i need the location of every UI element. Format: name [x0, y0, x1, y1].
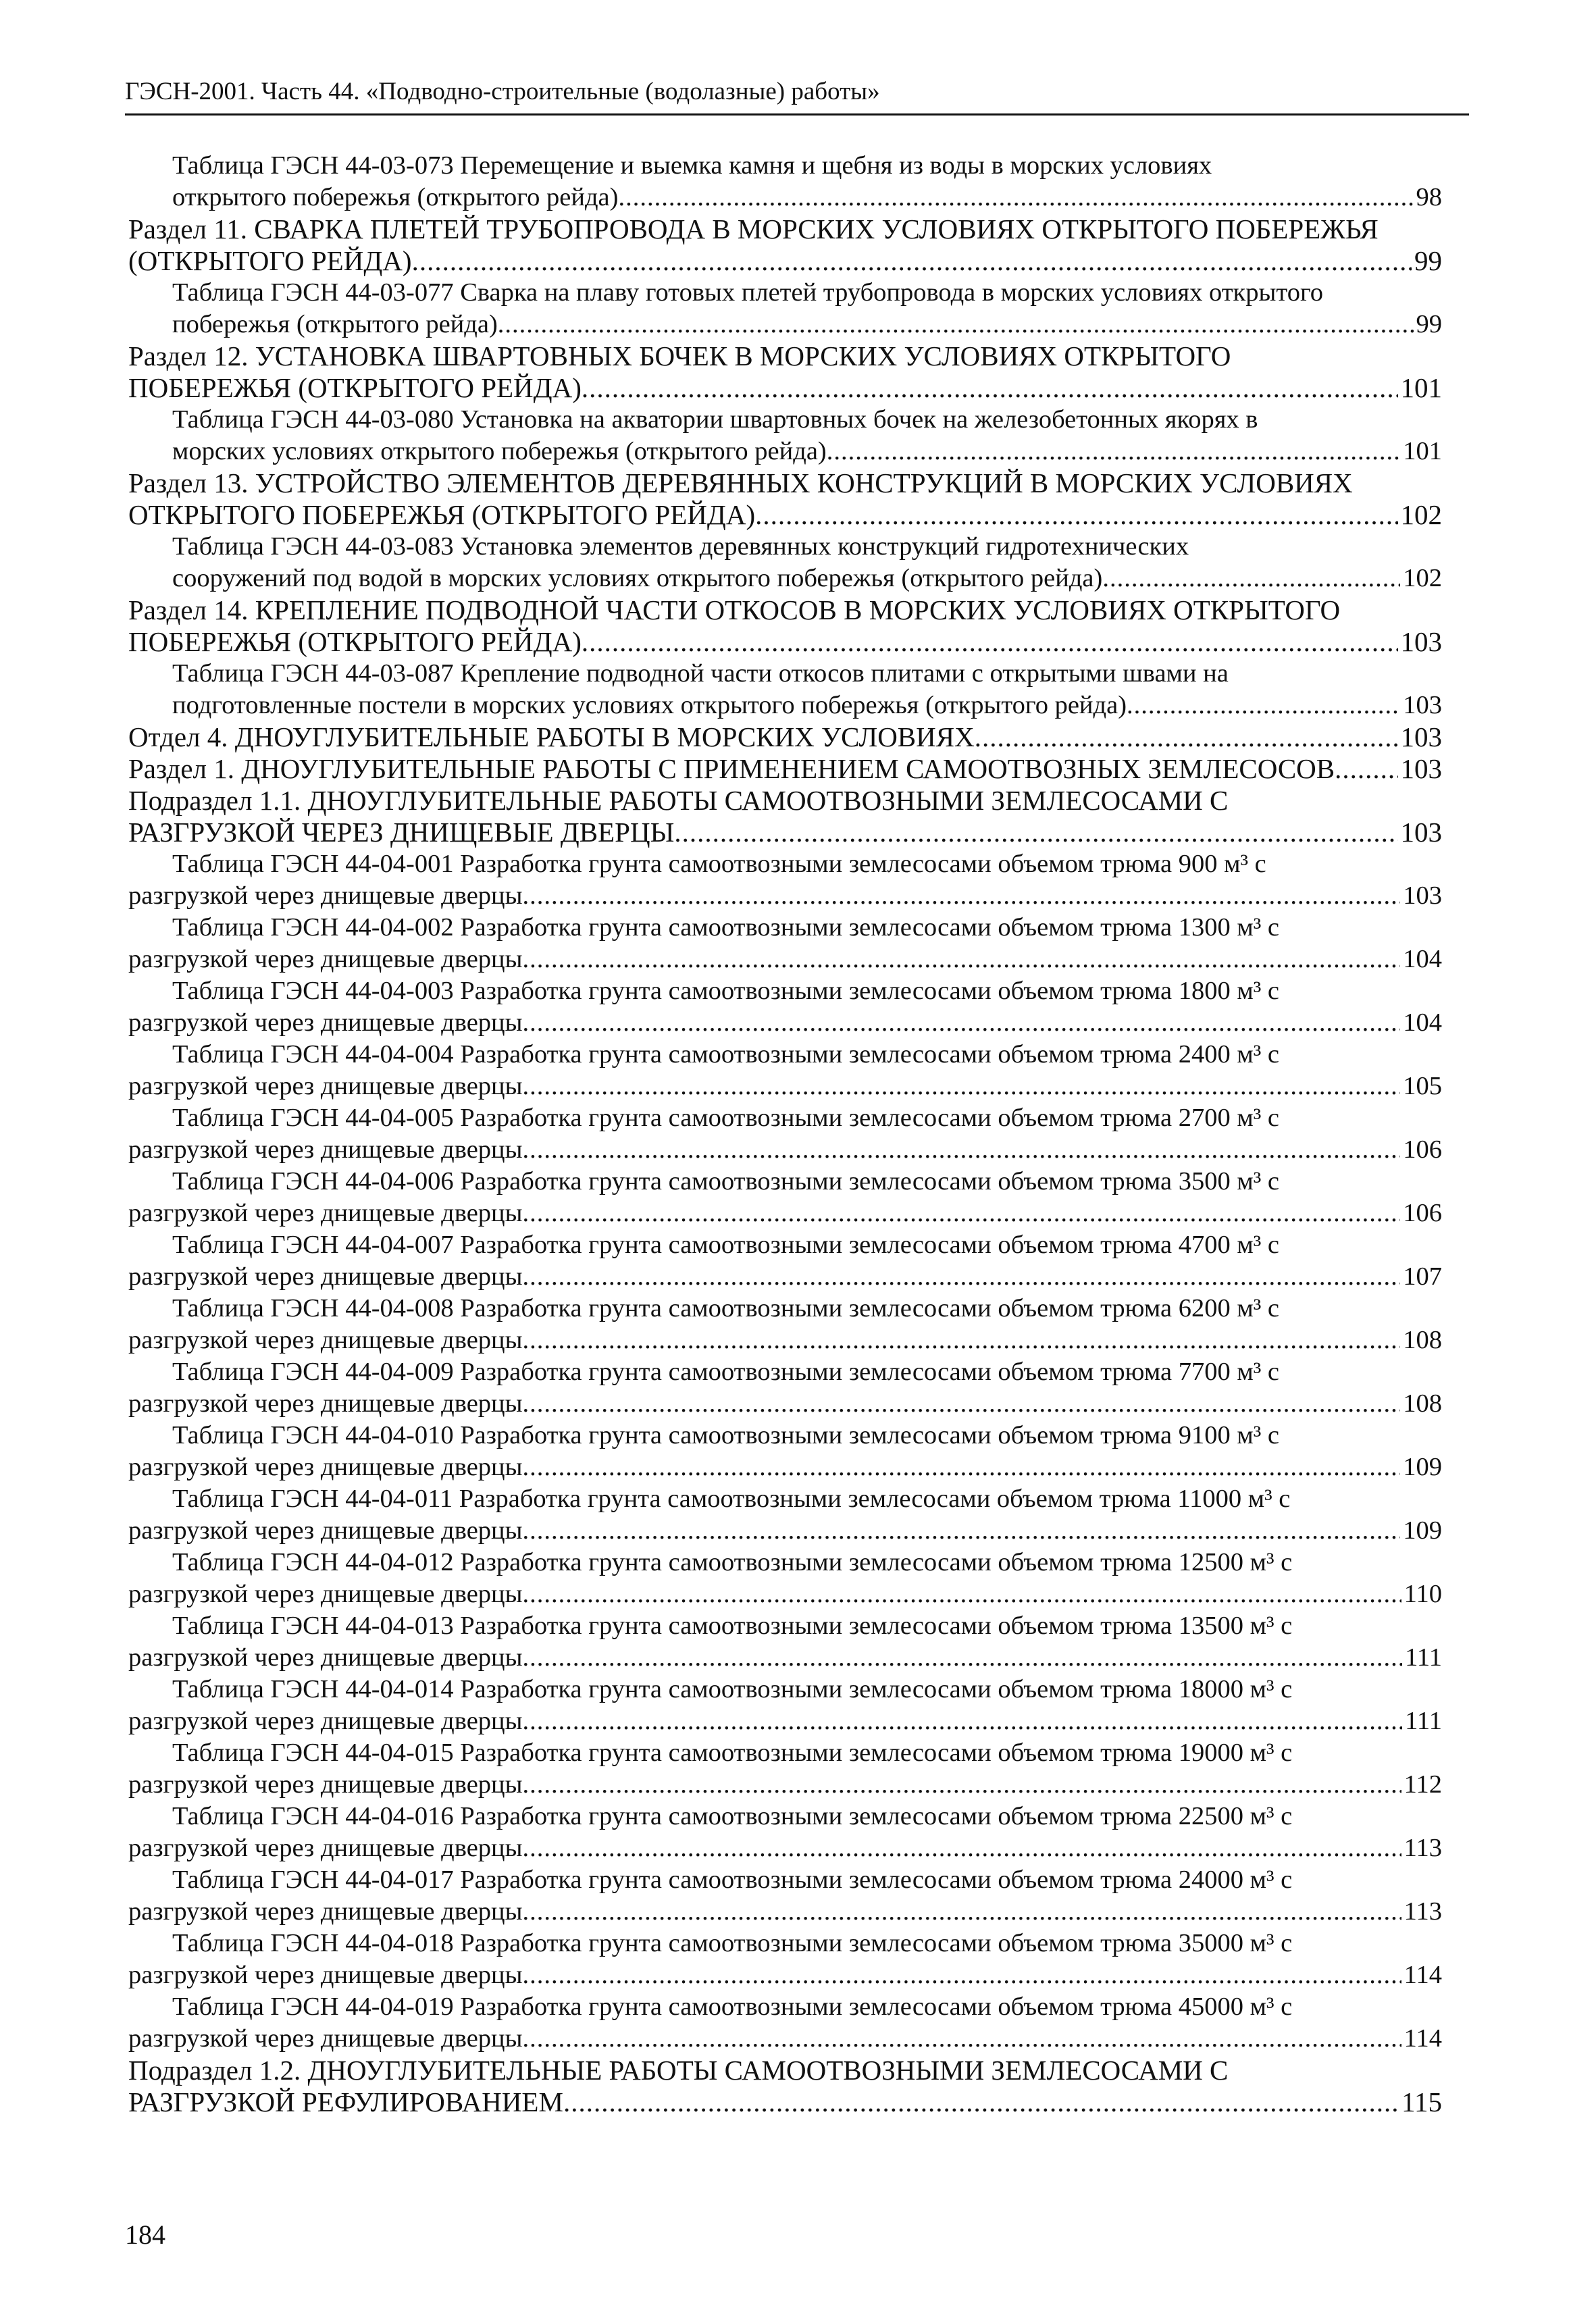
- toc-entry-continuation: сооружений под водой в морских условиях открытого побережья (открытого рейда): [172, 564, 1103, 592]
- toc-page-number: 106: [1403, 1135, 1442, 1164]
- toc-entry-title: Таблица ГЭСН 44-03-083 Установка элементов деревянных конструкций гидротехнических: [172, 532, 1189, 561]
- toc-entry[interactable]: [128, 785, 1442, 848]
- toc-entry[interactable]: [128, 1801, 1442, 1864]
- toc-entry-line: [128, 721, 1442, 753]
- toc-dot-leader: [498, 309, 1414, 340]
- toc-entry-title: Раздел 13. УСТРОЙСТВО ЭЛЕМЕНТОВ ДЕРЕВЯННЫХ КОНСТРУКЦИЙ В МОРСКИХ УСЛОВИЯХ: [128, 467, 1353, 498]
- toc-entry-continuation: разгрузкой через днищевые дверцы: [128, 1453, 523, 1481]
- toc-dot-leader: [523, 2023, 1401, 2055]
- toc-dot-leader: [523, 1071, 1401, 1102]
- toc-entry-title: Таблица ГЭСН 44-04-018 Разработка грунта самоотвозными землесосами объемом трюма 35000 м³ с: [172, 1929, 1293, 1957]
- toc-page-number: 107: [1403, 1262, 1442, 1291]
- toc-entry-continuation: РАЗГРУЗКОЙ РЕФУЛИРОВАНИЕМ: [128, 2086, 563, 2117]
- toc-page-number: 103: [1400, 721, 1442, 752]
- toc-entry[interactable]: [128, 531, 1442, 594]
- toc-dot-leader: [523, 1578, 1401, 1610]
- toc-page-number: 103: [1403, 881, 1442, 910]
- toc-entry-title: Таблица ГЭСН 44-04-009 Разработка грунта самоотвозными землесосами объемом трюма 7700 м³ с: [172, 1358, 1279, 1386]
- toc-entry-line: [128, 1896, 1442, 1928]
- toc-entry-title: Таблица ГЭСН 44-04-003 Разработка грунта самоотвозными землесосами объемом трюма 1800 м³ с: [172, 977, 1279, 1005]
- toc-entry[interactable]: [128, 1293, 1442, 1356]
- toc-entry-line: [128, 1134, 1442, 1166]
- toc-entry-continuation: открытого побережья (открытого рейда): [172, 183, 619, 211]
- toc-page-number: 103: [1403, 691, 1442, 719]
- toc-entry[interactable]: [128, 658, 1442, 721]
- toc-entry-line: [128, 753, 1442, 785]
- toc-page-number: 108: [1403, 1389, 1442, 1418]
- toc-entry[interactable]: [128, 1864, 1442, 1928]
- toc-page-number: 106: [1403, 1199, 1442, 1227]
- toc-entry-line: [172, 563, 1442, 594]
- toc-dot-leader: [523, 1769, 1401, 1801]
- toc-entry-continuation: побережья (открытого рейда): [172, 310, 498, 338]
- toc-entry[interactable]: [128, 594, 1442, 658]
- toc-page-number: 111: [1405, 1643, 1442, 1672]
- toc-dot-leader: [582, 626, 1398, 658]
- toc-entry-line: [128, 1578, 1442, 1610]
- toc-entry-line: [128, 1705, 1442, 1737]
- toc-entry-title: Раздел 11. СВАРКА ПЛЕТЕЙ ТРУБОПРОВОДА В МОРСКИХ УСЛОВИЯХ ОТКРЫТОГО ПОБЕРЕЖЬЯ: [128, 213, 1379, 245]
- toc-entry-continuation: разгрузкой через днищевые дверцы: [128, 1516, 523, 1545]
- toc-page-number: 101: [1400, 372, 1442, 403]
- toc-entry-title: Таблица ГЭСН 44-04-019 Разработка грунта самоотвозными землесосами объемом трюма 45000 м³ с: [172, 1992, 1293, 2021]
- toc-dot-leader: [523, 1705, 1403, 1737]
- toc-page-number: 99: [1414, 245, 1442, 276]
- toc-dot-leader: [523, 1261, 1401, 1293]
- toc-page-number: 102: [1403, 564, 1442, 592]
- toc-page-number: 103: [1400, 753, 1442, 784]
- toc-entry[interactable]: [128, 721, 1442, 753]
- toc-dot-leader: [523, 880, 1401, 912]
- toc-dot-leader: [523, 1642, 1403, 1674]
- toc-entry-continuation: (ОТКРЫТОГО РЕЙДА): [128, 245, 412, 276]
- toc-entry-line: [128, 626, 1442, 658]
- toc-dot-leader: [563, 2086, 1399, 2118]
- toc-entry-title: Раздел 14. КРЕПЛЕНИЕ ПОДВОДНОЙ ЧАСТИ ОТКОСОВ В МОРСКИХ УСЛОВИЯХ ОТКРЫТОГО: [128, 594, 1341, 625]
- toc-entry[interactable]: [128, 1928, 1442, 1991]
- toc-dot-leader: [523, 1959, 1401, 1991]
- toc-dot-leader: [1127, 690, 1400, 721]
- toc-entry[interactable]: [128, 1166, 1442, 1229]
- toc-entry-continuation: разгрузкой через днищевые дверцы: [128, 945, 523, 973]
- toc-entry-continuation: Отдел 4. ДНОУГЛУБИТЕЛЬНЫЕ РАБОТЫ В МОРСКИХ УСЛОВИЯХ: [128, 721, 975, 752]
- toc-entry-line: [128, 1769, 1442, 1801]
- toc-entry-continuation: разгрузкой через днищевые дверцы: [128, 1834, 523, 1862]
- toc-entry-line: [128, 880, 1442, 912]
- toc-page-number: 103: [1400, 626, 1442, 657]
- toc-entry-line: [128, 1198, 1442, 1229]
- toc-entry-line: [172, 309, 1442, 340]
- toc-entry-continuation: разгрузкой через днищевые дверцы: [128, 2024, 523, 2053]
- toc-entry-title: Таблица ГЭСН 44-04-010 Разработка грунта самоотвозными землесосами объемом трюма 9100 м³ с: [172, 1421, 1279, 1449]
- toc-entry-line: [128, 1325, 1442, 1356]
- toc-entry-title: Таблица ГЭСН 44-04-014 Разработка грунта самоотвозными землесосами объемом трюма 18000 м³ с: [172, 1675, 1293, 1703]
- toc-entry-title: Таблица ГЭСН 44-04-007 Разработка грунта самоотвозными землесосами объемом трюма 4700 м³ с: [172, 1231, 1279, 1259]
- toc-entry-continuation: разгрузкой через днищевые дверцы: [128, 1008, 523, 1037]
- toc-entry-title: Раздел 12. УСТАНОВКА ШВАРТОВНЫХ БОЧЕК В МОРСКИХ УСЛОВИЯХ ОТКРЫТОГО: [128, 340, 1231, 371]
- toc-dot-leader: [1102, 563, 1400, 594]
- toc-entry[interactable]: [128, 150, 1442, 213]
- toc-entry-continuation: морских условиях открытого побережья (открытого рейда): [172, 437, 827, 465]
- toc-entry-continuation: подготовленные постели в морских условиях открытого побережья (открытого рейда): [172, 691, 1127, 719]
- toc-entry[interactable]: [128, 1991, 1442, 2055]
- toc-page-number: 115: [1401, 2086, 1442, 2117]
- toc-entry-line: [128, 1388, 1442, 1420]
- toc-entry-continuation: Раздел 1. ДНОУГЛУБИТЕЛЬНЫЕ РАБОТЫ С ПРИМЕНЕНИЕМ САМООТВОЗНЫХ ЗЕМЛЕСОСОВ: [128, 753, 1335, 784]
- toc-page-number: 103: [1400, 817, 1442, 848]
- page-number: 184: [125, 2219, 165, 2250]
- toc-entry-title: Таблица ГЭСН 44-04-006 Разработка грунта самоотвозными землесосами объемом трюма 3500 м³ с: [172, 1167, 1279, 1195]
- toc-dot-leader: [523, 1451, 1401, 1483]
- toc-entry-continuation: разгрузкой через днищевые дверцы: [128, 1897, 523, 1926]
- toc-entry[interactable]: [128, 1483, 1442, 1547]
- toc-entry[interactable]: [128, 1674, 1442, 1737]
- toc-entry-continuation: разгрузкой через днищевые дверцы: [128, 1643, 523, 1672]
- toc-page-number: 113: [1404, 1897, 1442, 1926]
- toc-entry-line: [128, 944, 1442, 975]
- toc-entry[interactable]: [128, 1737, 1442, 1801]
- toc-entry-title: Таблица ГЭСН 44-04-005 Разработка грунта самоотвозными землесосами объемом трюма 2700 м³ с: [172, 1104, 1279, 1132]
- toc-entry-line: [172, 690, 1442, 721]
- toc-entry-line: [128, 499, 1442, 531]
- toc-entry[interactable]: [128, 975, 1442, 1039]
- toc-entry-continuation: разгрузкой через днищевые дверцы: [128, 1961, 523, 1989]
- toc-page-number: 111: [1405, 1707, 1442, 1735]
- toc-page-number: 104: [1403, 1008, 1442, 1037]
- toc-entry[interactable]: [128, 1229, 1442, 1293]
- toc-entry-title: Подраздел 1.2. ДНОУГЛУБИТЕЛЬНЫЕ РАБОТЫ САМООТВОЗНЫМИ ЗЕМЛЕСОСАМИ С: [128, 2055, 1229, 2086]
- toc-page-number: 109: [1403, 1453, 1442, 1481]
- toc-entry-continuation: разгрузкой через днищевые дверцы: [128, 1199, 523, 1227]
- toc-page-number: 108: [1403, 1326, 1442, 1354]
- toc-dot-leader: [523, 944, 1401, 975]
- toc-entry-line: [128, 372, 1442, 404]
- toc-entry[interactable]: [128, 213, 1442, 277]
- toc-dot-leader: [523, 1896, 1401, 1928]
- toc-page-number: 105: [1403, 1072, 1442, 1100]
- toc-entry-continuation: разгрузкой через днищевые дверцы: [128, 1580, 523, 1608]
- toc-entry-title: Таблица ГЭСН 44-04-017 Разработка грунта самоотвозными землесосами объемом трюма 24000 м³ с: [172, 1866, 1293, 1894]
- toc-page-number: 98: [1416, 183, 1442, 211]
- toc-entry-line: [128, 1642, 1442, 1674]
- toc-page-number: 104: [1403, 945, 1442, 973]
- toc-entry-continuation: разгрузкой через днищевые дверцы: [128, 1707, 523, 1735]
- toc-dot-leader: [412, 245, 1412, 277]
- toc-entry-title: Подраздел 1.1. ДНОУГЛУБИТЕЛЬНЫЕ РАБОТЫ САМООТВОЗНЫМИ ЗЕМЛЕСОСАМИ С: [128, 785, 1229, 816]
- toc-entry-continuation: разгрузкой через днищевые дверцы: [128, 1326, 523, 1354]
- toc-entry-line: [128, 2086, 1442, 2118]
- toc-entry-title: Таблица ГЭСН 44-04-004 Разработка грунта самоотвозными землесосами объемом трюма 2400 м³ с: [172, 1040, 1279, 1069]
- toc-entry-continuation: разгрузкой через днищевые дверцы: [128, 1770, 523, 1799]
- toc-entry-title: Таблица ГЭСН 44-04-008 Разработка грунта самоотвозными землесосами объемом трюма 6200 м³ с: [172, 1294, 1279, 1322]
- toc-entry-continuation: ПОБЕРЕЖЬЯ (ОТКРЫТОГО РЕЙДА): [128, 626, 582, 657]
- toc-entry-title: Таблица ГЭСН 44-04-012 Разработка грунта самоотвозными землесосами объемом трюма 12500 м³ с: [172, 1548, 1293, 1576]
- toc-entry[interactable]: [128, 1102, 1442, 1166]
- toc-entry-title: Таблица ГЭСН 44-03-080 Установка на акватории швартовных бочек на железобетонных якорях в: [172, 405, 1258, 434]
- toc-dot-leader: [523, 1388, 1401, 1420]
- toc-dot-leader: [582, 372, 1398, 404]
- toc-page-number: 110: [1404, 1580, 1442, 1608]
- header-rule: [125, 113, 1469, 115]
- toc-entry-title: Таблица ГЭСН 44-04-002 Разработка грунта самоотвозными землесосами объемом трюма 1300 м³ с: [172, 913, 1279, 942]
- toc-entry[interactable]: [128, 1547, 1442, 1610]
- toc-entry-line: [128, 1832, 1442, 1864]
- toc-entry[interactable]: [128, 467, 1442, 531]
- toc-dot-leader: [523, 1832, 1401, 1864]
- toc-entry-title: Таблица ГЭСН 44-04-016 Разработка грунта самоотвозными землесосами объемом трюма 22500 м³ с: [172, 1802, 1293, 1830]
- toc-entry-line: [128, 1261, 1442, 1293]
- toc-entry-continuation: РАЗГРУЗКОЙ ЧЕРЕЗ ДНИЩЕВЫЕ ДВЕРЦЫ: [128, 817, 675, 848]
- toc-entry[interactable]: [128, 404, 1442, 467]
- toc-entry-line: [172, 436, 1442, 467]
- toc-entry[interactable]: [128, 1420, 1442, 1483]
- toc-entry[interactable]: [128, 340, 1442, 404]
- toc-entry[interactable]: [128, 848, 1442, 912]
- toc-dot-leader: [523, 1134, 1401, 1166]
- toc-page-number: 114: [1404, 1961, 1442, 1989]
- toc-entry-continuation: ОТКРЫТОГО ПОБЕРЕЖЬЯ (ОТКРЫТОГО РЕЙДА): [128, 499, 756, 530]
- toc-entry-title: Таблица ГЭСН 44-04-011 Разработка грунта самоотвозными землесосами объемом трюма 11000 м³ с: [172, 1485, 1291, 1513]
- toc-entry-continuation: разгрузкой через днищевые дверцы: [128, 1262, 523, 1291]
- toc-entry-line: [128, 1959, 1442, 1991]
- toc-dot-leader: [523, 1198, 1401, 1229]
- toc-entry-continuation: ПОБЕРЕЖЬЯ (ОТКРЫТОГО РЕЙДА): [128, 372, 582, 403]
- toc-page-number: 114: [1404, 2024, 1442, 2053]
- toc-entry[interactable]: [128, 277, 1442, 340]
- toc-entry-title: Таблица ГЭСН 44-03-077 Сварка на плаву готовых плетей трубопровода в морских условиях открытого: [172, 278, 1324, 307]
- toc-entry-line: [128, 2023, 1442, 2055]
- toc-page-number: 113: [1404, 1834, 1442, 1862]
- toc-entry-line: [128, 245, 1442, 277]
- toc-entry-line: [128, 817, 1442, 848]
- toc-dot-leader: [523, 1515, 1401, 1547]
- toc-page-number: 99: [1416, 310, 1442, 338]
- toc-entry-continuation: разгрузкой через днищевые дверцы: [128, 881, 523, 910]
- toc-page-number: 109: [1403, 1516, 1442, 1545]
- toc-entry-title: Таблица ГЭСН 44-04-001 Разработка грунта самоотвозными землесосами объемом трюма 900 м³ с: [172, 850, 1266, 878]
- table-of-contents: [128, 150, 1442, 2118]
- running-header: ГЭСН-2001. Часть 44. «Подводно-строительные (водолазные) работы»: [125, 78, 880, 105]
- toc-page-number: 101: [1403, 437, 1442, 465]
- toc-dot-leader: [1335, 753, 1397, 785]
- toc-dot-leader: [674, 817, 1397, 848]
- toc-entry[interactable]: [128, 753, 1442, 785]
- toc-entry-line: [128, 1515, 1442, 1547]
- toc-entry[interactable]: [128, 2055, 1442, 2118]
- toc-dot-leader: [523, 1007, 1401, 1039]
- toc-entry-title: Таблица ГЭСН 44-03-087 Крепление подводной части откосов плитами с открытыми швами на: [172, 659, 1229, 688]
- toc-page-number: 102: [1400, 499, 1442, 530]
- toc-entry-title: Таблица ГЭСН 44-04-013 Разработка грунта самоотвозными землесосами объемом трюма 13500 м³ с: [172, 1612, 1293, 1640]
- toc-entry[interactable]: [128, 912, 1442, 975]
- toc-entry-line: [172, 182, 1442, 213]
- toc-dot-leader: [755, 499, 1397, 531]
- toc-entry[interactable]: [128, 1039, 1442, 1102]
- toc-entry-line: [128, 1007, 1442, 1039]
- toc-entry-continuation: разгрузкой через днищевые дверцы: [128, 1072, 523, 1100]
- toc-entry[interactable]: [128, 1356, 1442, 1420]
- toc-dot-leader: [618, 182, 1413, 213]
- toc-dot-leader: [975, 721, 1398, 753]
- toc-entry[interactable]: [128, 1610, 1442, 1674]
- toc-page-number: 112: [1404, 1770, 1442, 1799]
- toc-dot-leader: [523, 1325, 1401, 1356]
- toc-dot-leader: [827, 436, 1401, 467]
- toc-entry-title: Таблица ГЭСН 44-03-073 Перемещение и выемка камня и щебня из воды в морских условиях: [172, 151, 1212, 180]
- toc-entry-title: Таблица ГЭСН 44-04-015 Разработка грунта самоотвозными землесосами объемом трюма 19000 м³ с: [172, 1739, 1293, 1767]
- toc-entry-continuation: разгрузкой через днищевые дверцы: [128, 1389, 523, 1418]
- toc-entry-line: [128, 1451, 1442, 1483]
- toc-entry-line: [128, 1071, 1442, 1102]
- toc-entry-continuation: разгрузкой через днищевые дверцы: [128, 1135, 523, 1164]
